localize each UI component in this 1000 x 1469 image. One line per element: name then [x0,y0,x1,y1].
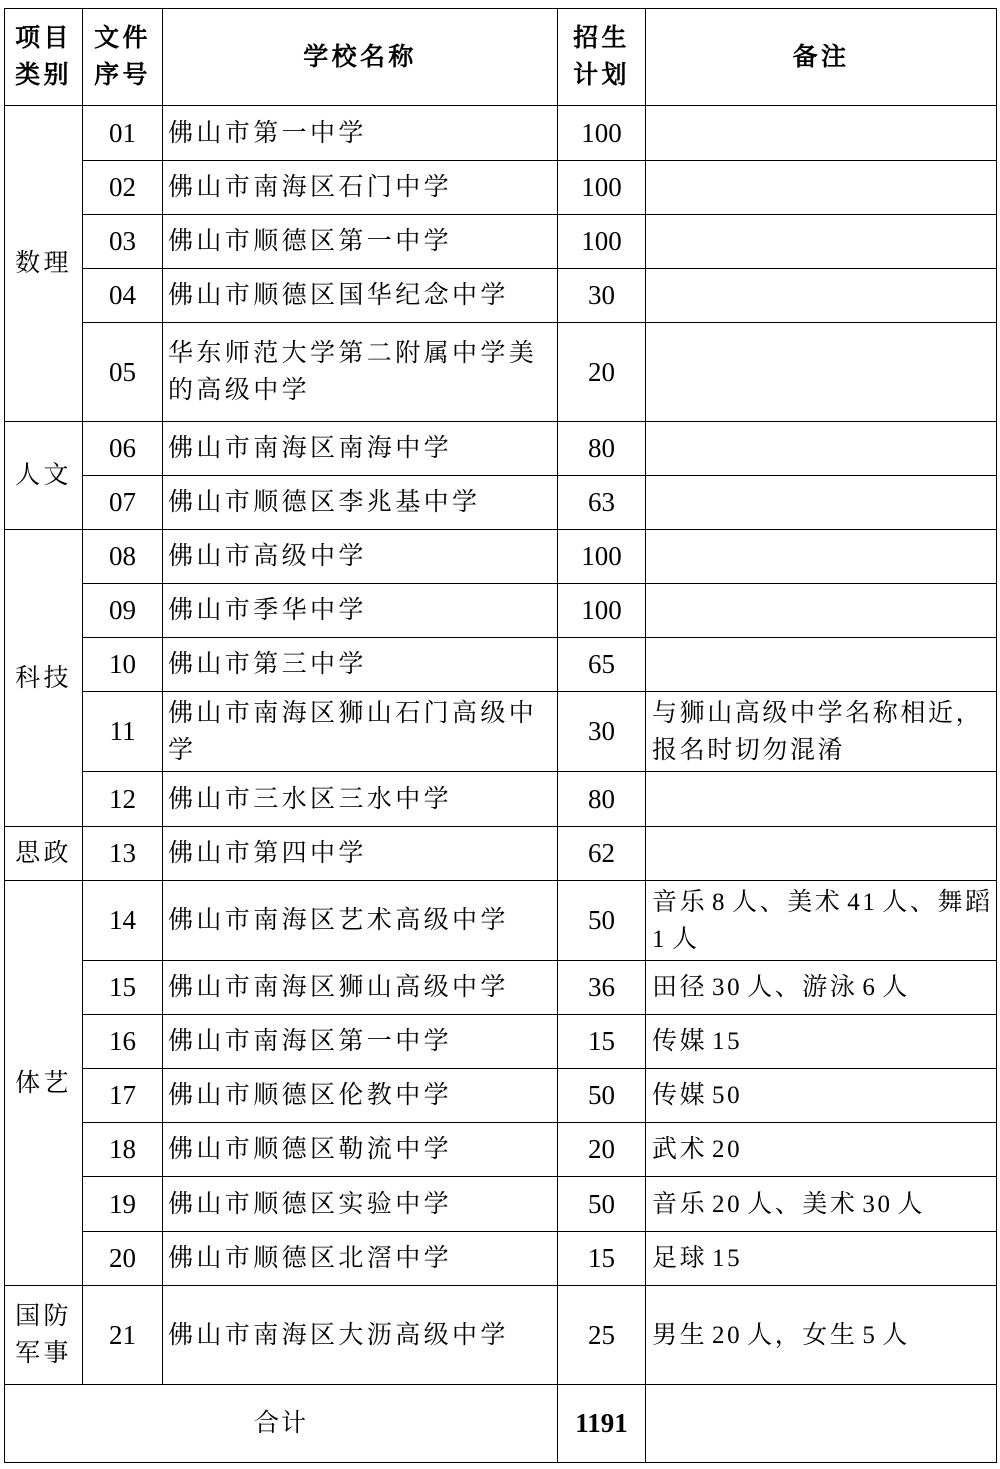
table-row [5,1123,997,1177]
plan-cell: 80 [558,772,646,827]
table-row [5,1232,997,1286]
school-name-cell: 佛山市顺德区第一中学 [163,215,558,269]
table-row [5,422,997,476]
file-no-cell: 01 [83,106,163,161]
remark-cell [646,476,997,530]
file-no-cell: 13 [83,827,163,881]
school-name-cell: 佛山市第一中学 [163,106,558,161]
remark-cell [646,106,997,161]
school-name-cell: 佛山市南海区狮山石门高级中学 [163,692,558,772]
plan-cell: 62 [558,827,646,881]
school-name-cell: 佛山市顺德区勒流中学 [163,1123,558,1177]
header-remark: 备注 [646,9,997,106]
category-cell: 人文 [5,422,83,530]
remark-cell [646,422,997,476]
table-row [5,1286,997,1385]
plan-cell: 25 [558,1286,646,1385]
file-no-cell: 10 [83,638,163,692]
remark-cell [646,161,997,215]
enrollment-plan-table [4,8,997,1463]
remark-cell: 与狮山高级中学名称相近，报名时切勿混淆 [646,692,997,772]
file-no-cell: 08 [83,530,163,584]
remark-cell [646,323,997,422]
table-row [5,1015,997,1069]
plan-cell: 65 [558,638,646,692]
file-no-cell: 09 [83,584,163,638]
table-row [5,269,997,323]
total-label: 合计 [5,1385,558,1463]
header-row [5,9,997,106]
header-plan: 招生 计划 [558,9,646,106]
plan-cell: 20 [558,1123,646,1177]
remark-cell: 传媒 15 [646,1015,997,1069]
header-school-name: 学校名称 [163,9,558,106]
table-row [5,1069,997,1123]
remark-cell: 传媒 50 [646,1069,997,1123]
file-no-cell: 07 [83,476,163,530]
category-cell: 体艺 [5,881,83,1286]
file-no-cell: 19 [83,1177,163,1232]
total-remark-cell [646,1385,997,1463]
remark-cell [646,638,997,692]
file-no-cell: 18 [83,1123,163,1177]
plan-cell: 63 [558,476,646,530]
school-name-cell: 佛山市顺德区李兆基中学 [163,476,558,530]
school-name-cell: 佛山市南海区狮山高级中学 [163,961,558,1015]
file-no-cell: 05 [83,323,163,422]
table-row [5,692,997,772]
file-no-cell: 02 [83,161,163,215]
header-file-no: 文件 序号 [83,9,163,106]
file-no-cell: 20 [83,1232,163,1286]
remark-cell [646,584,997,638]
school-name-cell: 佛山市顺德区北滘中学 [163,1232,558,1286]
file-no-cell: 21 [83,1286,163,1385]
school-name-cell: 佛山市顺德区伦教中学 [163,1069,558,1123]
school-name-cell: 佛山市顺德区实验中学 [163,1177,558,1232]
table-row [5,215,997,269]
remark-cell [646,269,997,323]
file-no-cell: 12 [83,772,163,827]
school-name-cell: 佛山市南海区第一中学 [163,1015,558,1069]
school-name-cell: 佛山市南海区南海中学 [163,422,558,476]
table-body [5,106,997,1385]
plan-cell: 100 [558,106,646,161]
remark-cell: 田径 30 人、游泳 6 人 [646,961,997,1015]
table-row [5,772,997,827]
table-row [5,827,997,881]
remark-cell: 男生 20 人，女生 5 人 [646,1286,997,1385]
file-no-cell: 16 [83,1015,163,1069]
plan-cell: 50 [558,881,646,961]
header-category: 项目 类别 [5,9,83,106]
table-row [5,961,997,1015]
file-no-cell: 11 [83,692,163,772]
remark-cell [646,215,997,269]
school-name-cell: 佛山市第四中学 [163,827,558,881]
remark-cell [646,827,997,881]
table-row [5,476,997,530]
plan-cell: 15 [558,1015,646,1069]
plan-cell: 15 [558,1232,646,1286]
plan-cell: 100 [558,161,646,215]
table-row [5,323,997,422]
school-name-cell: 佛山市季华中学 [163,584,558,638]
total-row [5,1385,997,1463]
plan-cell: 30 [558,692,646,772]
file-no-cell: 03 [83,215,163,269]
plan-cell: 30 [558,269,646,323]
plan-cell: 80 [558,422,646,476]
table-row [5,584,997,638]
school-name-cell: 佛山市第三中学 [163,638,558,692]
table-row [5,530,997,584]
table-row [5,161,997,215]
remark-cell: 足球 15 [646,1232,997,1286]
remark-cell [646,530,997,584]
remark-cell: 音乐 20 人、美术 30 人 [646,1177,997,1232]
school-name-cell: 佛山市顺德区国华纪念中学 [163,269,558,323]
school-name-cell: 佛山市高级中学 [163,530,558,584]
plan-cell: 100 [558,584,646,638]
school-name-cell: 佛山市南海区石门中学 [163,161,558,215]
table-row [5,106,997,161]
school-name-cell: 佛山市三水区三水中学 [163,772,558,827]
plan-cell: 100 [558,215,646,269]
plan-cell: 36 [558,961,646,1015]
school-name-cell: 佛山市南海区大沥高级中学 [163,1286,558,1385]
category-cell: 科技 [5,530,83,827]
file-no-cell: 04 [83,269,163,323]
school-name-cell: 华东师范大学第二附属中学美的高级中学 [163,323,558,422]
plan-cell: 20 [558,323,646,422]
plan-cell: 100 [558,530,646,584]
remark-cell [646,772,997,827]
category-cell: 数理 [5,106,83,422]
total-plan: 1191 [558,1385,646,1463]
remark-cell: 音乐 8 人、美术 41 人、舞蹈 1 人 [646,881,997,961]
table-row [5,1177,997,1232]
plan-cell: 50 [558,1069,646,1123]
category-cell: 国防 军事 [5,1286,83,1385]
category-cell: 思政 [5,827,83,881]
file-no-cell: 06 [83,422,163,476]
file-no-cell: 15 [83,961,163,1015]
plan-cell: 50 [558,1177,646,1232]
remark-cell: 武术 20 [646,1123,997,1177]
school-name-cell: 佛山市南海区艺术高级中学 [163,881,558,961]
table-row [5,881,997,961]
table-row [5,638,997,692]
file-no-cell: 17 [83,1069,163,1123]
file-no-cell: 14 [83,881,163,961]
